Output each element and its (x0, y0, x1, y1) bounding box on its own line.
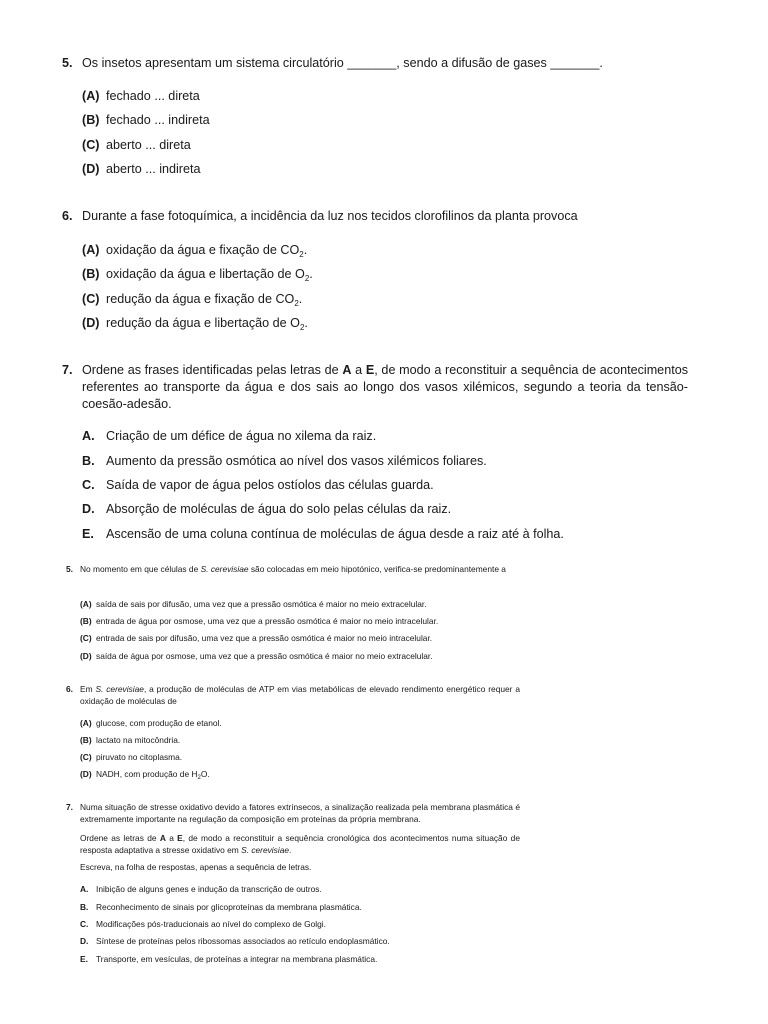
item-letter: B. (82, 454, 95, 468)
option-letter: (D) (80, 651, 92, 661)
option-letter: (A) (82, 89, 100, 103)
option-c (82, 291, 302, 308)
option-text: saída de água por osmose, uma vez que a pressão osmótica é maior no meio extracelular. (96, 651, 433, 661)
option-letter: (C) (80, 752, 92, 762)
item-letter: B. (80, 902, 89, 912)
option-text: glucose, com produção de etanol. (96, 718, 222, 728)
option-text-end: . (304, 316, 308, 330)
answer-instruction: Escreva, na folha de respostas, apenas a sequência de letras. (80, 862, 312, 872)
item-text: Criação de um défice de água no xilema da raiz. (106, 429, 377, 443)
option-text-end: O. (200, 769, 210, 779)
letter-a: A (159, 833, 166, 843)
option-text: fechado ... direta (106, 89, 200, 103)
option-text: oxidação da água e fixação de CO (106, 243, 300, 257)
subscript: 2 (294, 299, 299, 308)
option-text-end: . (309, 267, 313, 281)
species-name: S. cerevisiae (95, 684, 144, 694)
option-letter: (B) (80, 735, 92, 745)
option-d (80, 769, 210, 780)
item-a (82, 428, 376, 445)
option-text: entrada de água por osmose, uma vez que a pressão osmótica é maior no meio intracelular. (96, 616, 439, 626)
text-part: Ordene as frases identificadas pelas letras de (82, 363, 343, 377)
text-part: Em (80, 684, 96, 694)
question-intro: Numa situação de stresse oxidativo devido a fatores extrínsecos, a sinalização realizada pela membrana plasmática é extremamente importante na regulação da composição em proteínas da própria membrana. (80, 802, 520, 824)
option-text: NADH, com produção de H (96, 769, 198, 779)
option-letter: (B) (80, 616, 92, 626)
instruction-text (80, 833, 520, 856)
item-text: Reconhecimento de sinais por glicoproteínas da membrana plasmática. (96, 902, 362, 912)
item-letter: D. (82, 502, 95, 516)
question-text: Os insetos apresentam um sistema circulatório _______, sendo a difusão de gases _______. (82, 56, 603, 70)
subscript: 2 (299, 250, 304, 259)
option-text: entrada de sais por difusão, uma vez que a pressão osmótica é maior no meio intracelular. (96, 633, 433, 643)
item-text: Absorção de moléculas de água do solo pelas células da raiz. (106, 502, 452, 516)
option-d (82, 315, 308, 332)
option-text: piruvato no citoplasma. (96, 752, 183, 762)
subscript: 2 (197, 775, 201, 781)
option-text: aberto ... direta (106, 138, 191, 152)
option-b (80, 616, 438, 627)
option-text: fechado ... indireta (106, 113, 210, 127)
item-b (80, 902, 362, 913)
option-letter: (D) (80, 769, 92, 779)
option-text: oxidação da água e libertação de O (106, 267, 305, 281)
option-text: aberto ... indireta (106, 162, 201, 176)
question-number: 7. (66, 802, 73, 812)
item-text: Saída de vapor de água pelos ostíolos das células guarda. (106, 478, 434, 492)
option-b (80, 735, 180, 746)
question-number: 6. (66, 684, 73, 694)
option-letter: (B) (82, 267, 100, 281)
subscript: 2 (299, 323, 305, 332)
item-letter: A. (82, 429, 95, 443)
option-c (82, 137, 191, 154)
option-d (82, 161, 201, 178)
species-name: S. cerevisiae (241, 844, 290, 855)
question-number: 6. (62, 209, 73, 223)
option-d (80, 651, 433, 662)
option-letter: (A) (80, 599, 92, 609)
text-part: No momento em que células de (80, 564, 201, 574)
item-letter: C. (80, 919, 89, 929)
letter-e: E (365, 363, 375, 377)
item-a (80, 884, 322, 895)
question-number: 5. (62, 56, 73, 70)
question-text: Durante a fase fotoquímica, a incidência da luz nos tecidos clorofilinos da planta provoca (82, 209, 578, 223)
option-letter: (C) (80, 633, 92, 643)
option-text: saída de sais por difusão, uma vez que a pressão osmótica é maior no meio extracelular. (96, 599, 427, 609)
item-letter: C. (82, 478, 95, 492)
option-a (80, 599, 427, 610)
item-text: Aumento da pressão osmótica ao nível dos vasos xilémicos foliares. (106, 454, 487, 468)
question-number: 5. (66, 564, 73, 574)
option-text-end: . (303, 243, 308, 257)
option-text: redução da água e fixação de CO (106, 292, 295, 306)
option-a (82, 242, 307, 259)
option-letter: (A) (80, 718, 92, 728)
question-text (80, 684, 520, 707)
question-number: 7. (62, 363, 73, 377)
option-c (80, 752, 182, 763)
option-letter: (C) (82, 292, 100, 306)
item-text: Síntese de proteínas pelos ribossomas associados ao retículo endoplasmático. (96, 936, 390, 946)
option-c (80, 633, 432, 644)
letter-e: E (177, 833, 183, 843)
question-text (80, 564, 520, 576)
item-letter: D. (80, 936, 89, 946)
option-text-end: . (298, 292, 303, 306)
item-text: Transporte, em vesículas, de proteínas a integrar na membrana plasmática. (96, 954, 378, 964)
text-part: Ordene as letras de (80, 833, 160, 843)
text-part: , de modo a reconstituir a sequência de acontecimentos referentes ao transporte da água e dos sais ao longo dos vasos xilémicos, segundo a teoria da tensão-coesão-adesão. (82, 363, 688, 411)
option-text: lactato na mitocôndria. (96, 735, 181, 745)
option-a (80, 718, 222, 729)
top-exam-section (62, 0, 702, 550)
text-part: , de modo a reconstituir a sequência cronológica dos acontecimentos numa situação de resposta adaptativa a stresse oxidativo em (80, 833, 520, 855)
option-b (82, 266, 313, 283)
text-part: a (165, 833, 178, 843)
item-letter: A. (80, 884, 89, 894)
text-part: são colocadas em meio hipotónico, verifica-se predominantemente a (248, 564, 506, 574)
item-e (82, 526, 564, 543)
question-text (82, 362, 688, 413)
item-letter: E. (80, 954, 88, 964)
option-letter: (C) (82, 138, 100, 152)
question-instruction (80, 833, 520, 856)
option-letter: (D) (82, 316, 100, 330)
option-letter: (D) (82, 162, 100, 176)
item-b (82, 453, 487, 470)
text-part: a (351, 363, 366, 377)
item-text: Ascensão de uma coluna contínua de moléculas de água desde a raiz até à folha. (106, 527, 564, 541)
option-a (82, 88, 200, 105)
species-name: S. cerevisiae (200, 564, 249, 574)
item-text: Inibição de alguns genes e indução da transcrição de outros. (96, 884, 322, 894)
option-text: redução da água e libertação de O (106, 316, 300, 330)
option-letter: (A) (82, 243, 100, 257)
item-d (80, 936, 390, 947)
item-c (80, 919, 326, 930)
text-part: , a produção de moléculas de ATP em vias metabólicas de elevado rendimento energético requer a oxidação de moléculas de (80, 684, 520, 706)
subscript: 2 (304, 274, 310, 283)
option-letter: (B) (82, 113, 100, 127)
option-b (82, 112, 210, 129)
text-part: . (289, 844, 292, 855)
item-c (82, 477, 434, 494)
item-e (80, 954, 377, 965)
item-d (82, 501, 451, 518)
item-letter: E. (82, 527, 94, 541)
letter-a: A (342, 363, 352, 377)
item-text: Modificações pós-traducionais ao nível do complexo de Golgi. (96, 919, 326, 929)
